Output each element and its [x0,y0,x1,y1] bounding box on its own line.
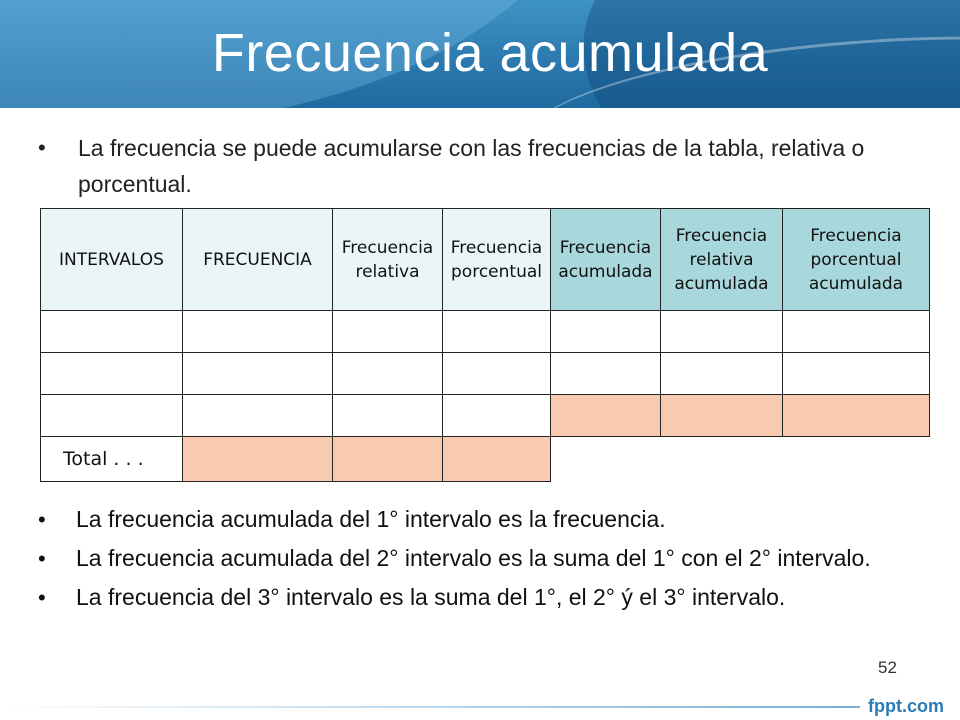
total-label: Total . . . [41,437,183,482]
list-item [38,581,918,614]
header-intervalos: INTERVALOS [41,209,183,311]
intro-text: La frecuencia se puede acumularse con las frecuencias de la tabla, relativa o porcentual. [78,135,865,197]
bullet-dot-icon: • [38,585,46,610]
total-row [41,437,930,482]
empty-space [661,437,783,482]
total-cell [443,437,551,482]
header-frecuencia-acumulada: Frecuencia acumulada [551,209,661,311]
total-cell [333,437,443,482]
highlight-cell [551,395,661,437]
frequency-table [40,208,930,482]
header-frecuencia-relativa: Frecuencia relativa [333,209,443,311]
list-item [38,503,918,536]
intro-bullet [38,130,918,202]
table-cell [41,395,183,437]
table-cell [333,395,443,437]
header-frecuencia-porcentual-acumulada: Frecuencia porcentual acumulada [783,209,930,311]
bullet-dot-icon: • [38,546,46,571]
bullet-text: La frecuencia acumulada del 1° intervalo es la frecuencia. [76,506,666,532]
empty-space [551,437,661,482]
list-item [38,542,918,575]
table-cell [333,353,443,395]
table-cell [183,311,333,353]
bullet-text: La frecuencia acumulada del 2° intervalo es la suma del 1° con el 2° intervalo. [76,545,871,571]
table-cell [41,311,183,353]
table-cell [551,311,661,353]
bullet-dot-icon: • [38,135,46,160]
highlight-cell [661,395,783,437]
table-cell [443,311,551,353]
table-row [41,395,930,437]
table-cell [661,353,783,395]
header-frecuencia-porcentual: Frecuencia porcentual [443,209,551,311]
table-header-row [41,209,930,311]
table-cell [443,353,551,395]
table-cell [443,395,551,437]
title-band [0,0,960,108]
header-frecuencia: FRECUENCIA [183,209,333,311]
table-cell [41,353,183,395]
slide-title: Frecuencia acumulada [211,23,769,83]
table-row [41,353,930,395]
bullet-list [38,503,918,620]
total-cell [183,437,333,482]
empty-space [783,437,930,482]
bullet-text: La frecuencia del 3° intervalo es la suma del 1°, el 2° ý el 3° intervalo. [76,584,786,610]
table-row [41,311,930,353]
table-cell [783,311,930,353]
table-cell [783,353,930,395]
bullet-dot-icon: • [38,507,46,532]
page-number: 52 [878,658,897,677]
table-cell [551,353,661,395]
brand-logo: fppt.com [868,696,944,716]
highlight-cell [783,395,930,437]
table-cell [661,311,783,353]
table-cell [183,395,333,437]
table-cell [183,353,333,395]
table-cell [333,311,443,353]
footer-line [0,706,860,708]
header-frecuencia-relativa-acumulada: Frecuencia relativa acumulada [661,209,783,311]
